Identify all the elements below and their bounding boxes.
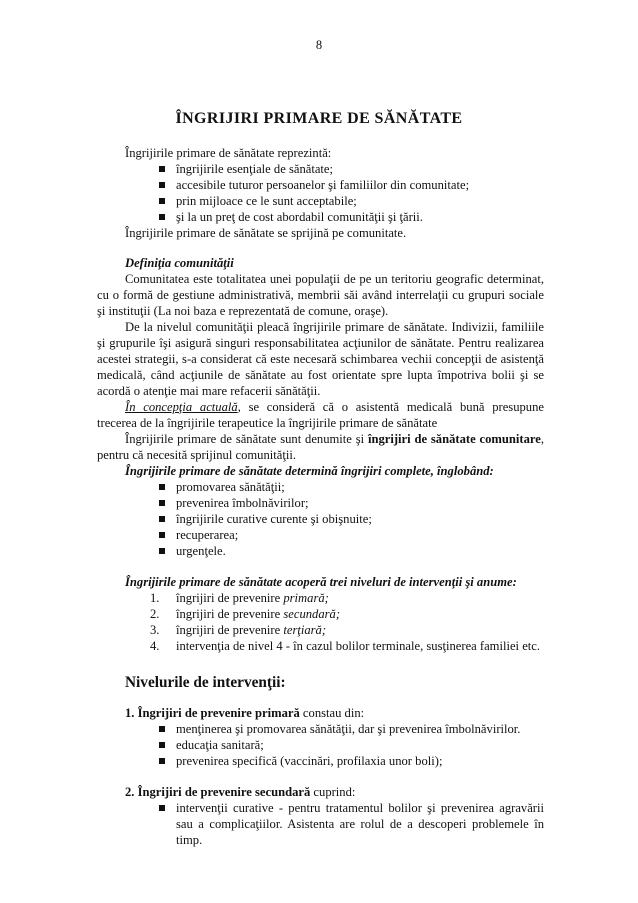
bullet-icon xyxy=(159,484,165,490)
secondary-bullet-line: intervenţii curative - pentru tratamentul bolilor şi prevenirea agravării xyxy=(176,801,544,815)
bullet-icon xyxy=(159,166,165,172)
primary-bullet: prevenirea specifică (vaccinări, profilaxia unor boli); xyxy=(176,754,442,770)
definition-line: Îngrijirile primare de sănătate sunt denumite şi îngrijiri de sănătate comunitare, xyxy=(125,432,544,446)
secondary-heading: 2. Îngrijiri de prevenire secundară cuprind: xyxy=(125,785,356,799)
bullet-icon xyxy=(159,182,165,188)
definition-line: cu o formă de gestiune administrativă, membrii săi având interrelaţii cu grupuri sociale xyxy=(97,288,544,302)
complete-heading: Îngrijirile primare de sănătate determină îngrijiri complete, înglobând: xyxy=(125,464,494,478)
definition-line: acordă o atenţie mai mare refacerii sănătăţii. xyxy=(97,384,321,398)
definition-line: De la nivelul comunităţii pleacă îngrijirile primare de sănătate. Indivizii, familiile xyxy=(125,320,544,334)
interventions-heading: Nivelurile de intervenţii: xyxy=(125,674,286,691)
bullet-icon xyxy=(159,500,165,506)
definition-line: În concepţia actuală, se consideră că o asistentă medicală bună presupune xyxy=(125,400,544,414)
intro-lead: Îngrijirile primare de sănătate reprezintă: xyxy=(125,146,332,160)
complete-bullet: urgenţele. xyxy=(176,544,226,560)
bullet-icon xyxy=(159,516,165,522)
definition-line: acestei strategii, s-a considerat că este necesară schimbarea vechii concepţii de asistenţă xyxy=(97,352,544,366)
intro-bullet: îngrijirile esenţiale de sănătate; xyxy=(176,162,333,178)
intro-closing: Îngrijirile primare de sănătate se sprijină pe comunitate. xyxy=(125,226,407,240)
complete-bullet: prevenirea îmbolnăvirilor; xyxy=(176,496,309,512)
definition-line: Comunitatea este totalitatea unei populaţii de pe un teritoriu geografic determinat, xyxy=(125,272,544,286)
level-item: 2. îngrijiri de prevenire secundară; xyxy=(150,607,341,621)
definition-line: medicală, când acţiunile de sănătate au fost orientate spre lupta împotriva bolii şi se xyxy=(97,368,544,382)
underlined-phrase: În concepţia actuală xyxy=(125,400,238,414)
secondary-bullet-line: sau a complicaţiilor. Asistenta are rolul de a descoperi problemele în xyxy=(176,817,544,831)
page-number: 8 xyxy=(315,38,323,52)
secondary-bullet-line: timp. xyxy=(176,833,203,847)
bullet-icon xyxy=(159,742,165,748)
level-item: 1. îngrijiri de prevenire primară; xyxy=(150,591,329,605)
bullet-icon xyxy=(159,758,165,764)
bold-phrase: îngrijiri de sănătate comunitare xyxy=(367,432,541,446)
bullet-icon xyxy=(159,198,165,204)
definition-line: pentru că necesită sprijinul comunităţii. xyxy=(97,448,296,462)
complete-bullet: promovarea sănătăţii; xyxy=(176,480,285,496)
level-item: 4. intervenţia de nivel 4 - în cazul bolilor terminale, susţinerea familiei etc. xyxy=(150,639,541,653)
definition-line: şi grupurile îşi asigură singuri responsabilitatea acţiunilor de sănătate. Pentru realizarea xyxy=(97,336,544,350)
bullet-icon xyxy=(159,214,165,220)
definition-line: şi instituţii (La noi baza e reprezentată de comune, oraşe). xyxy=(97,304,389,318)
bullet-icon xyxy=(159,548,165,554)
definition-heading: Definiţia comunităţii xyxy=(125,256,234,270)
primary-heading: 1. Îngrijiri de prevenire primară constau din: xyxy=(125,706,365,720)
intro-bullet: şi la un preţ de cost abordabil comunităţii şi ţării. xyxy=(176,210,423,226)
intro-bullet: prin mijloace ce le sunt acceptabile; xyxy=(176,194,357,210)
intro-bullet: accesibile tuturor persoanelor şi familiilor din comunitate; xyxy=(176,178,469,194)
primary-bullet: menţinerea şi promovarea sănătăţii, dar şi prevenirea îmbolnăvirilor. xyxy=(176,722,520,738)
definition-line: trecerea de la îngrijirile terapeutice la îngrijirile primare de sănătate xyxy=(97,416,438,430)
bullet-icon xyxy=(159,805,165,811)
primary-bullet: educaţia sanitară; xyxy=(176,738,264,754)
level-item: 3. îngrijiri de prevenire terţiară; xyxy=(150,623,327,637)
page-title: ÎNGRIJIRI PRIMARE DE SĂNĂTATE xyxy=(175,110,463,127)
complete-bullet: îngrijirile curative curente şi obişnuite; xyxy=(176,512,372,528)
bullet-icon xyxy=(159,726,165,732)
complete-bullet: recuperarea; xyxy=(176,528,238,544)
levels-heading: Îngrijirile primare de sănătate acoperă trei niveluri de intervenţii şi anume: xyxy=(125,575,517,589)
bullet-icon xyxy=(159,532,165,538)
